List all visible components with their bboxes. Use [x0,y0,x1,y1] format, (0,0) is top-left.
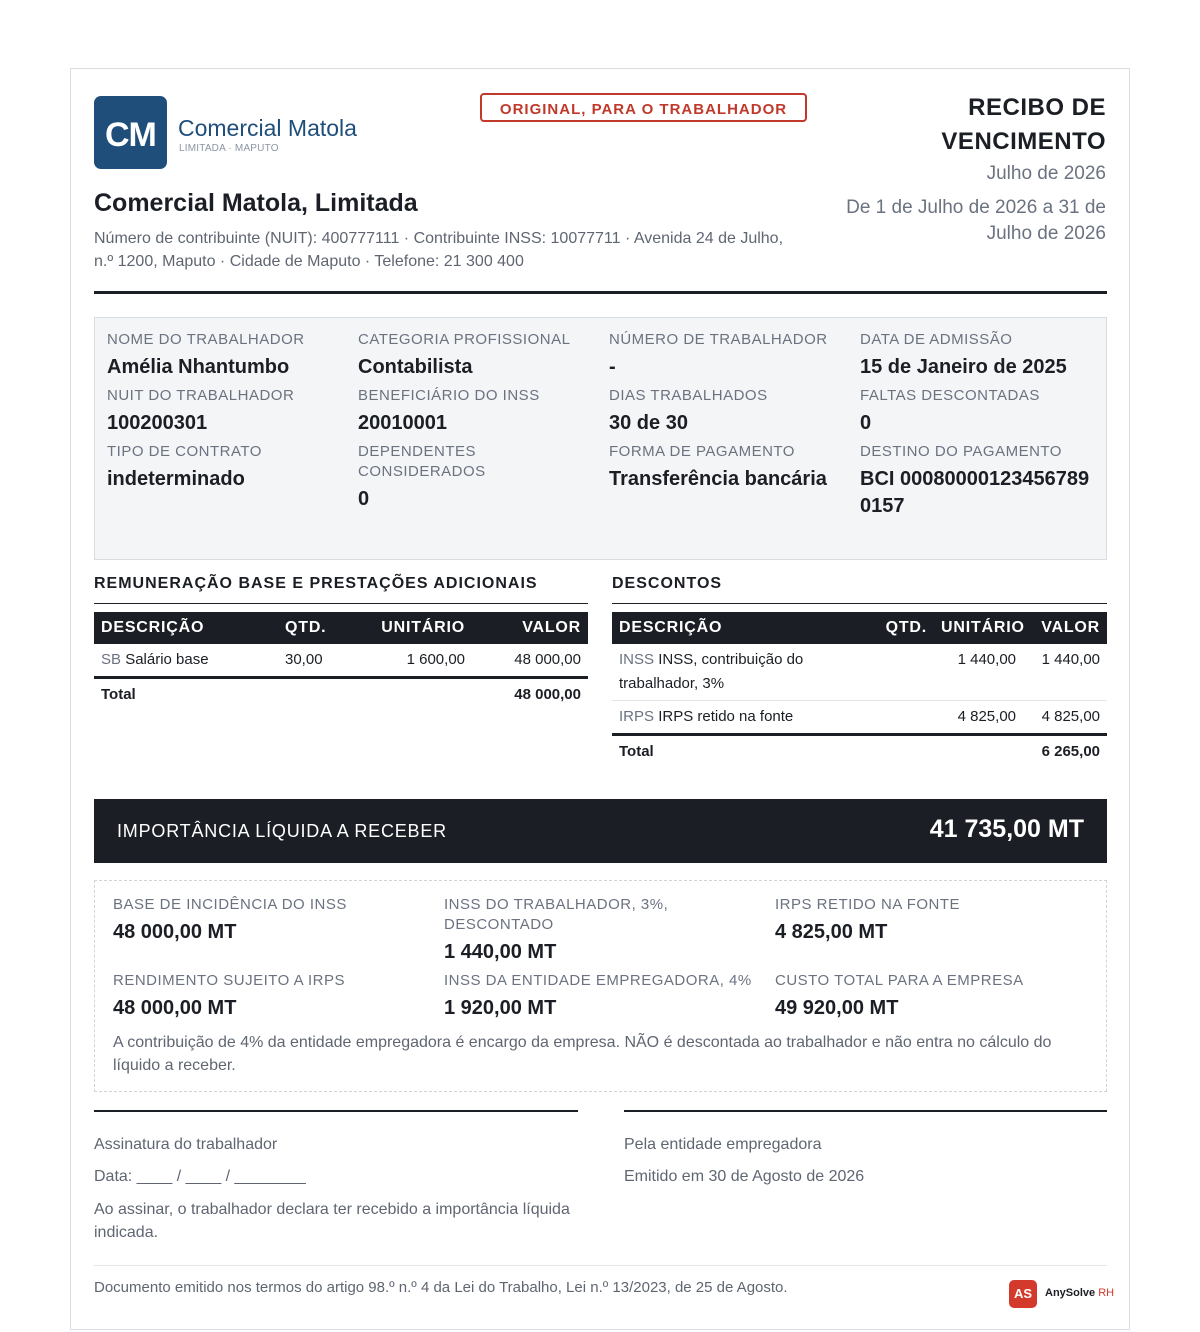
field-value: 49 920,00 MT [775,997,899,1019]
field-label: TIPO DE CONTRATO [107,443,262,460]
field-label: INSS DA ENTIDADE EMPREGADORA, 4% [444,972,752,989]
logo-name: Comercial Matola [178,115,357,141]
field-value: 1 920,00 MT [444,997,557,1019]
field-value: 4 825,00 MT [775,921,888,943]
field-label: NOME DO TRABALHADOR [107,331,305,348]
field-value: 30 de 30 [609,412,688,434]
col-header-qty: QTD. [278,612,344,644]
table-row [94,644,588,678]
field-label: DESTINO DO PAGAMENTO [860,443,1062,460]
col-header-value: VALOR [1023,612,1107,644]
table-header-row [94,612,588,644]
document-period: De 1 de Julho de 2026 a 31 de Julho de 2026 [846,197,1106,244]
logo-initials: CM [105,116,156,154]
worker-field [358,330,593,381]
row-code: INSS [619,651,655,668]
issue-date: Emitido em 30 de Agosto de 2026 [624,1168,865,1185]
field-value: indeterminado [107,468,245,490]
worker-field [358,386,593,437]
signature-date-line: Data: ____ / ____ / ________ [94,1168,306,1185]
deductions-title: DESCONTOS [612,575,723,592]
company-info: Número de contribuinte (NUIT): 400777111 · Contribuinte INSS: 10077711 · Avenida 24 de Julho, n.º 1200, Maputo · Cidade de Maputo · Telefone: 21 300 400 [94,230,784,270]
field-value: 0 [358,488,370,510]
contribution-field [444,895,759,966]
contribution-field [775,895,1085,946]
field-label: INSS DO TRABALHADOR, 3%, DESCONTADO [444,896,669,933]
brand-name [1045,1287,1114,1299]
row-description-text: Salário base [125,651,209,668]
contributions-panel [94,880,1107,1092]
field-value: Amélia Nhantumbo [107,356,290,378]
row-description [612,644,868,701]
worker-field [860,442,1092,520]
field-label: BASE DE INCIDÊNCIA DO INSS [113,896,347,913]
payslip-document [70,68,1130,1330]
row-description [94,644,278,678]
row-qty [868,644,934,701]
total-label: Total [612,735,868,769]
net-pay-banner [94,799,1107,863]
original-badge: ORIGINAL, PARA O TRABALHADOR [480,93,807,122]
contribution-field [113,895,423,946]
net-pay-label: IMPORTÂNCIA LÍQUIDA A RECEBER [117,821,447,841]
contribution-field [775,971,1085,1022]
worker-field [107,330,342,381]
company-logo [94,96,167,169]
deductions-table [612,612,1107,768]
contribution-field [444,971,764,1022]
field-value: 48 000,00 MT [113,921,237,943]
worker-field [609,386,844,437]
row-unit: 4 825,00 [934,701,1023,735]
total-value: 48 000,00 [472,678,588,712]
field-label: IRPS RETIDO NA FONTE [775,896,961,913]
deductions-divider [612,603,1107,604]
worker-field [860,330,1095,381]
field-value: 0 [860,412,872,434]
field-label: DATA DE ADMISSÃO [860,331,1013,348]
row-code: SB [101,651,122,668]
row-description-text: INSS, contribuição do trabalhador, 3% [619,651,804,692]
row-description [612,701,868,735]
col-header-unit: UNITÁRIO [344,612,472,644]
worker-signature-line [94,1110,578,1112]
field-value: Transferência bancária [609,468,827,490]
field-label: CATEGORIA PROFISSIONAL [358,331,571,348]
field-label: FORMA DE PAGAMENTO [609,443,795,460]
worker-declaration: Ao assinar, o trabalhador declara ter recebido a importância líquida indicada. [94,1201,570,1241]
earnings-table [94,612,588,711]
employer-signature-label: Pela entidade empregadora [624,1136,822,1153]
header-divider [94,291,1107,294]
col-header-description: DESCRIÇÃO [94,612,278,644]
total-row [612,735,1107,769]
row-value: 48 000,00 [472,644,588,678]
row-code: IRPS [619,708,655,725]
worker-field [860,386,1095,437]
field-value: 20010001 [358,412,447,434]
brand-suffix: RH [1098,1287,1115,1299]
logo-subtitle: LIMITADA · MAPUTO [179,143,279,154]
worker-signature-label: Assinatura do trabalhador [94,1136,278,1153]
field-value: Contabilista [358,356,473,378]
document-title: RECIBO DE VENCIMENTO [941,94,1106,155]
row-unit: 1 600,00 [344,644,472,678]
worker-field [107,386,342,437]
worker-info-panel [94,317,1107,560]
field-label: FALTAS DESCONTADAS [860,387,1040,404]
field-label: DIAS TRABALHADOS [609,387,768,404]
row-value: 4 825,00 [1023,701,1107,735]
table-row [612,701,1107,735]
total-row [94,678,588,712]
row-qty [868,701,934,735]
total-value: 6 265,00 [1023,735,1107,769]
earnings-title: REMUNERAÇÃO BASE E PRESTAÇÕES ADICIONAIS [94,575,538,592]
row-description-text: IRPS retido na fonte [658,708,794,725]
company-name: Comercial Matola, Limitada [94,189,418,217]
field-value: 15 de Janeiro de 2025 [860,356,1067,378]
col-header-value: VALOR [472,612,588,644]
field-value: 100200301 [107,412,208,434]
field-value: 48 000,00 MT [113,997,237,1019]
anysolve-logo-icon: AS [1009,1280,1037,1308]
table-header-row [612,612,1107,644]
field-label: RENDIMENTO SUJEITO A IRPS [113,972,345,989]
field-label: DEPENDENTES CONSIDERADOS [358,443,486,480]
field-label: NÚMERO DE TRABALHADOR [609,331,828,348]
col-header-unit: UNITÁRIO [934,612,1023,644]
field-label: NUIT DO TRABALHADOR [107,387,295,404]
worker-field [609,442,849,493]
payment-destination-value: BCI 000800001234567890157 [860,468,1090,517]
field-value: 1 440,00 MT [444,941,557,963]
row-qty: 30,00 [278,644,344,678]
table-row [612,644,1107,701]
worker-field [107,442,342,493]
contribution-field [113,971,423,1022]
footer-divider [94,1265,1107,1266]
net-pay-value: 41 735,00 MT [929,815,1084,843]
row-value: 1 440,00 [1023,644,1107,701]
legal-note: Documento emitido nos termos do artigo 98.º n.º 4 da Lei do Trabalho, Lei n.º 13/2023, de 25 de Agosto. [94,1279,788,1296]
field-label: BENEFICIÁRIO DO INSS [358,387,540,404]
contribution-note: A contribuição de 4% da entidade empregadora é encargo da empresa. NÃO é descontada ao trabalhador e não entra no cálculo do líquido a receber. [113,1034,1052,1074]
earnings-divider [94,603,588,604]
worker-field [358,442,558,513]
field-value: - [609,356,616,378]
col-header-qty: QTD. [868,612,934,644]
brand-name-text: AnySolve [1045,1287,1096,1299]
document-month: Julho de 2026 [986,163,1106,184]
field-label: CUSTO TOTAL PARA A EMPRESA [775,972,1024,989]
col-header-description: DESCRIÇÃO [612,612,868,644]
total-label: Total [94,678,278,712]
employer-signature-line [624,1110,1107,1112]
worker-field [609,330,844,381]
row-unit: 1 440,00 [934,644,1023,701]
